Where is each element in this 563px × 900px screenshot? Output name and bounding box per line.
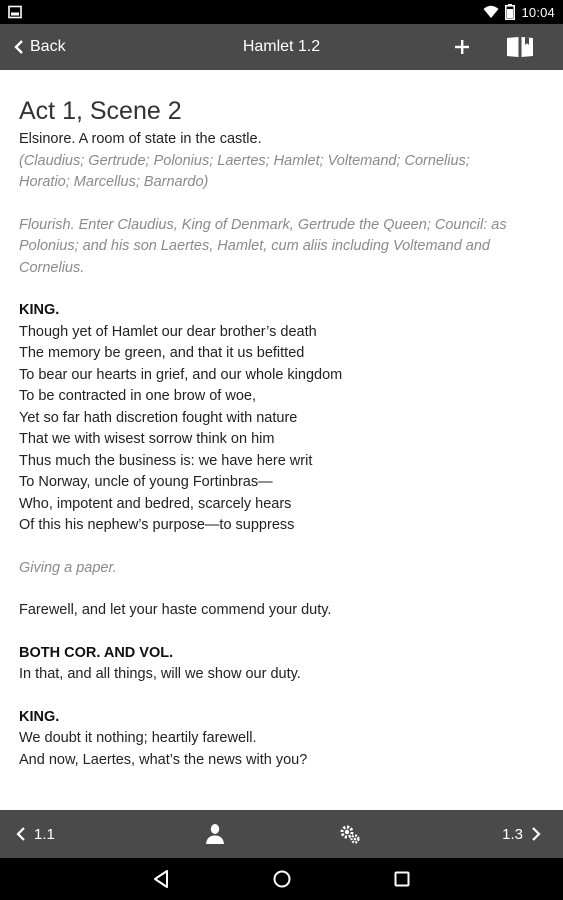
stage-direction [19,215,544,280]
speaker-name: BOTH COR. AND VOL. [19,644,174,661]
wifi-icon [483,5,499,19]
speaker-name: KING. [19,302,60,318]
system-navigation-bar [0,858,563,900]
verse-line: We doubt it nothing; heartily farewell. [19,730,257,746]
recents-square-icon[interactable] [391,868,413,890]
verse-line: Thus much the business is: we have here writ [19,452,313,469]
verse-line: To bear our hearts in grief, and our whole kingdom [19,366,343,383]
verse-line: That we with wisest sorrow think on him [19,431,275,447]
status-icons [483,3,555,21]
chevron-left-icon [14,39,24,55]
notification-icon [8,5,22,19]
scene-nav-bar [0,810,563,858]
dramatis-line: Horatio; Marcellus; Barnardo) [19,174,209,190]
speech-block [19,707,544,772]
chevron-left-icon [16,826,26,842]
battery-icon [505,4,515,20]
verse-line: To be contracted in one brow of woe, [19,388,256,404]
verse-line: To Norway, uncle of young Fortinbras— [19,474,273,490]
scene-title: Act 1, Scene 2 [19,97,182,125]
verse-line: Who, impotent and bedred, scarcely hears [19,495,292,512]
script-content [0,70,563,810]
dramatis-personae [19,151,544,194]
page-title: Hamlet 1.2 [242,38,321,55]
scene-setting: Elsinore. A room of state in the castle. [19,131,262,147]
stage-direction-line: Polonius; and his son Laertes, Hamlet, cum aliis including Voltemand and [19,238,490,254]
clock: 10:04 [521,4,555,20]
chevron-right-icon [531,826,541,842]
stage-direction-line: Flourish. Enter Claudius, King of Denmark, Gertrude the Queen; Council: as [19,216,507,233]
back-button[interactable] [14,24,66,70]
next-scene-label: 1.3 [502,825,523,843]
person-icon[interactable] [204,823,226,845]
stage-direction-line: Cornelius. [19,259,85,276]
previous-scene-label: 1.1 [34,825,55,843]
stage-direction: Giving a paper. [19,559,117,576]
previous-scene-button[interactable] [16,810,55,858]
app-bar [0,24,563,70]
home-circle-icon[interactable] [271,868,293,890]
back-label: Back [30,38,66,55]
plus-icon [455,40,469,54]
book-icon [506,36,534,58]
add-button[interactable] [448,33,476,61]
verse-line: Though yet of Hamlet our dear brother’s death [19,323,317,340]
verse-line: And now, Laertes, what’s the news with you? [19,751,308,768]
gears-icon[interactable] [339,823,361,845]
verse-line: Yet so far hath discretion fought with nature [19,409,298,426]
bookmarks-button[interactable] [504,33,536,61]
next-scene-button[interactable] [502,810,541,858]
speech-block [19,643,544,686]
status-bar [0,0,563,24]
speech-block [19,300,544,537]
back-triangle-icon[interactable] [150,868,172,890]
dramatis-line: (Claudius; Gertrude; Polonius; Laertes; Hamlet; Voltemand; Cornelius; [19,152,470,169]
verse-line: In that, and all things, will we show our duty. [19,666,301,682]
verse-line: Farewell, and let your haste commend your duty. [19,602,332,618]
verse-line: The memory be green, and that it us befitted [19,345,305,361]
verse-line: Of this his nephew’s purpose—to suppress [19,517,295,533]
speaker-name: KING. [19,708,60,725]
